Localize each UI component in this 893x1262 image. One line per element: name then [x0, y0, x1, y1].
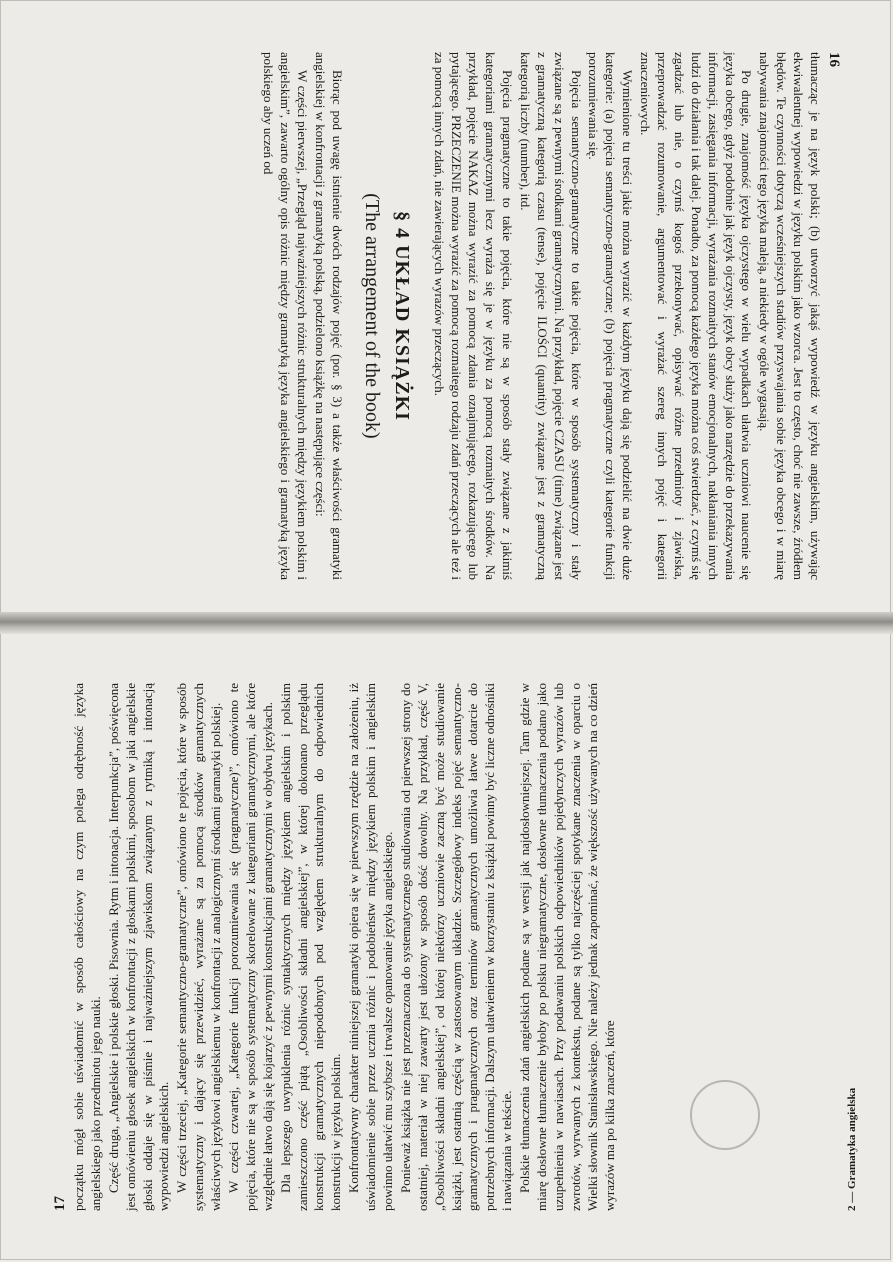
paragraph: Pojęcia pragmatyczne to takie pojęcia, które nie są w sposób stały związane z jakimiś kategoriami gramatycznymi lecz wyraża się je w języku za pomocą rozmaitych środków. Na przykład, pojęcie NAKAZ można wyrazić za pomocą zdania oznajmującego, rozkazującego lub pytającego. PRZECZENIE można wyrazić za pomocą rozmaitego rodzaju zdań przeczących ale też i za pomocą innych zdań, nie zawierających wyrazów przeczących.	[431, 51, 515, 580]
page-number-right: 17	[51, 1195, 68, 1211]
paragraph: Pojęcia semantyczno-gramatyczne to takie pojęcia, które w sposób systematyczny i stały związane są z pewnymi środkami gramatycznymi. Na przykład, pojęcie CZASU (time) związane jest z gramatyczną kategorią czasu (tense), pojęcie ILOŚCI (quantity) związane jest z gramatyczną kategorią liczby (number), itd.	[517, 51, 584, 580]
right-page	[17, 647, 877, 1247]
paragraph: Ponieważ książka nie jest przeznaczona do systematycznego studiowania od pierwszej strony do ostatniej, materiał w niej zawarty jest ułożony w sposób dość dowolny. Na przykład, część V, „Osobliwości składni angielskiej”, od której niektórzy uczniowie zaczną być może studiowanie książki, jest ostatnią częścią w zastosowanym układzie. Szczegółowy indeks pojęć semantyczno-gramatycznych i pragmatycznych oraz terminów gramatycznych umożliwia łatwe dotarcie do potrzebnych informacji. Dalszym ułatwieniem w korzystaniu z książki powinny być liczne odnośniki i nawiązania w tekście.	[397, 682, 514, 1211]
paragraph: Dla lepszego uwypuklenia różnic syntaktycznych między językiem angielskim i polskim zamieszczono część piątą „Osobliwości składni angielskiej”, w której dokonano przeglądu konstrukcji gramatycznych niepodobnych pod względem strukturalnym do odpowiednich konstrukcji w języku polskim.	[277, 682, 343, 1211]
paragraph: Wymienione tu treści jakie można wyrazić w każdym języku dają się podzielić na dwie duże kategorie: (a) pojęcia semantyczno-gramatyczne; (b) pojęcia pragmatyczne czyli kategorie funkcji porozumiewania się.	[585, 51, 635, 580]
left-page	[17, 16, 877, 616]
paragraph: tłumacząc je na język polski; (b) utworzyć jakąś wypowiedź w języku angielskim, używając ekwiwalentnej wypowiedzi w języku polskim jako wzorca. Jest to często, choć nie zawsze, źródłem błędów. Te czynności dotyczą wcześniejszych stadiów przyswajania sobie języka obcego i w miarę nabywania znajomości tego języka maleją, a niekiedy w ogóle wygasają.	[756, 51, 823, 580]
paragraph: Część druga, „Angielskie i polskie głoski. Pisownia. Rytm i intonacja. Interpunkcja”, poświęcona jest omówieniu głosek angielskich w konfrontacji z głoskami polskimi, sposobom w jaki angielskie głoski oddaje się w piśmie i najważniejszym zjawiskom związanym z rytmiką i intonacją wypowiedzi angielskich.	[105, 682, 171, 1211]
section-title: § 4 UKŁAD KSIĄŻKI	[390, 210, 413, 421]
paragraph: Konfrontatywny charakter niniejszej gramatyki opiera się w pierwszym rzędzie na założeniu, iż uświadomienie sobie przez ucznia różnic i podobieństw między językiem polskim i angielskim powinno ułatwić mu szybsze i trwalsze opanowanie języka angielskiego.	[345, 682, 395, 1211]
page-number-left: 16	[825, 51, 842, 67]
library-stamp-icon	[690, 1080, 760, 1150]
paragraph: W części trzeciej, „Kategorie semantyczno-gramatyczne”, omówiono te pojęcia, które w sposób systematyczny i dający się przewidzieć, wyrażane są za pomocą środków gramatycznych właściwych językowi angielskiemu w konfrontacji z analogicznymi środkami gramatyki polskiej.	[173, 682, 223, 1211]
section-subtitle: (The arrangement of the book)	[360, 192, 383, 439]
paragraph: Po drugie, znajomość języka ojczystego w wielu wypadkach ułatwia uczniowi naucenie się języka obcego, gdyż podobnie jak język ojczysty, język obcy służy jako narzędzie do przekazywania informacji, zasięgania informacji, wyrażania rozmaitych stanów emocjonalnych, nakłaniania innych ludzi do działania i tak dalej. Ponadto, za pomocą każdego języka można coś stwierdzać, z czymś się zgadzać lub nie, o czymś kogoś przekonywać, opisywać różne przedmioty i zjawiska, przeprowadzać rozumowanie, argumentować i wyrażać szereg innych pojęć i kategorii znaczeniowych.	[637, 51, 754, 580]
page-footer: 2 — Gramatyka angielska	[845, 1087, 858, 1211]
paragraph: W części czwartej, „Kategorie funkcji porozumiewania się (pragmatyczne)”, omówiono te pojęcia, które nie są w sposób systematyczny skorelowane z kategoriami gramatycznymi, ale które względnie łatwo dają się kojarzyć z pewnymi konstrukcjami gramatycznymi w obydwu językach.	[225, 682, 275, 1211]
paragraph: początku mógł sobie uświadomić w sposób całościowy na czym polega odrębność języka angielskiego jako przedmiotu jego nauki.	[70, 682, 103, 1211]
paragraph: Biorąc pod uwagę istnienie dwóch rodzajów pojęć (por. § 3) a także właściwości gramatyki angielskiej w konfrontacji z gramatyką polską, podzielono książkę na następujące części:	[312, 51, 345, 580]
paragraph: Polskie tłumaczenia zdań angielskich podane są w wersji jak najdosłowniejszej. Tam gdzie w miarę dosłowne tłumaczenie byłoby po polsku niegramatyczne, dosłowne tłumaczenia podano jako uzupełnienia w nawiasach. Przy podawaniu polskich odpowiedników pojedynczych wyrazów lub zwrotów, wyrwanych z kontekstu, podane są tylko najczęściej spotykane znaczenia w oparciu o Wielki słownik Stanisławskiego. Nie należy jednak zapominać, że większość używanych na co dzień wyrazów ma po kilka znaczeń, które	[516, 682, 617, 1211]
lower-leaf	[0, 631, 893, 1262]
paragraph: W części pierwszej, „Przegląd najważniejszych różnic strukturalnych między językiem polskim i angielskim”, zawarto ogólny opis różnic między gramatyką języka angielskiego i gramatyką języka polskiego aby uczeń od	[260, 51, 310, 580]
section-heading	[358, 52, 414, 580]
